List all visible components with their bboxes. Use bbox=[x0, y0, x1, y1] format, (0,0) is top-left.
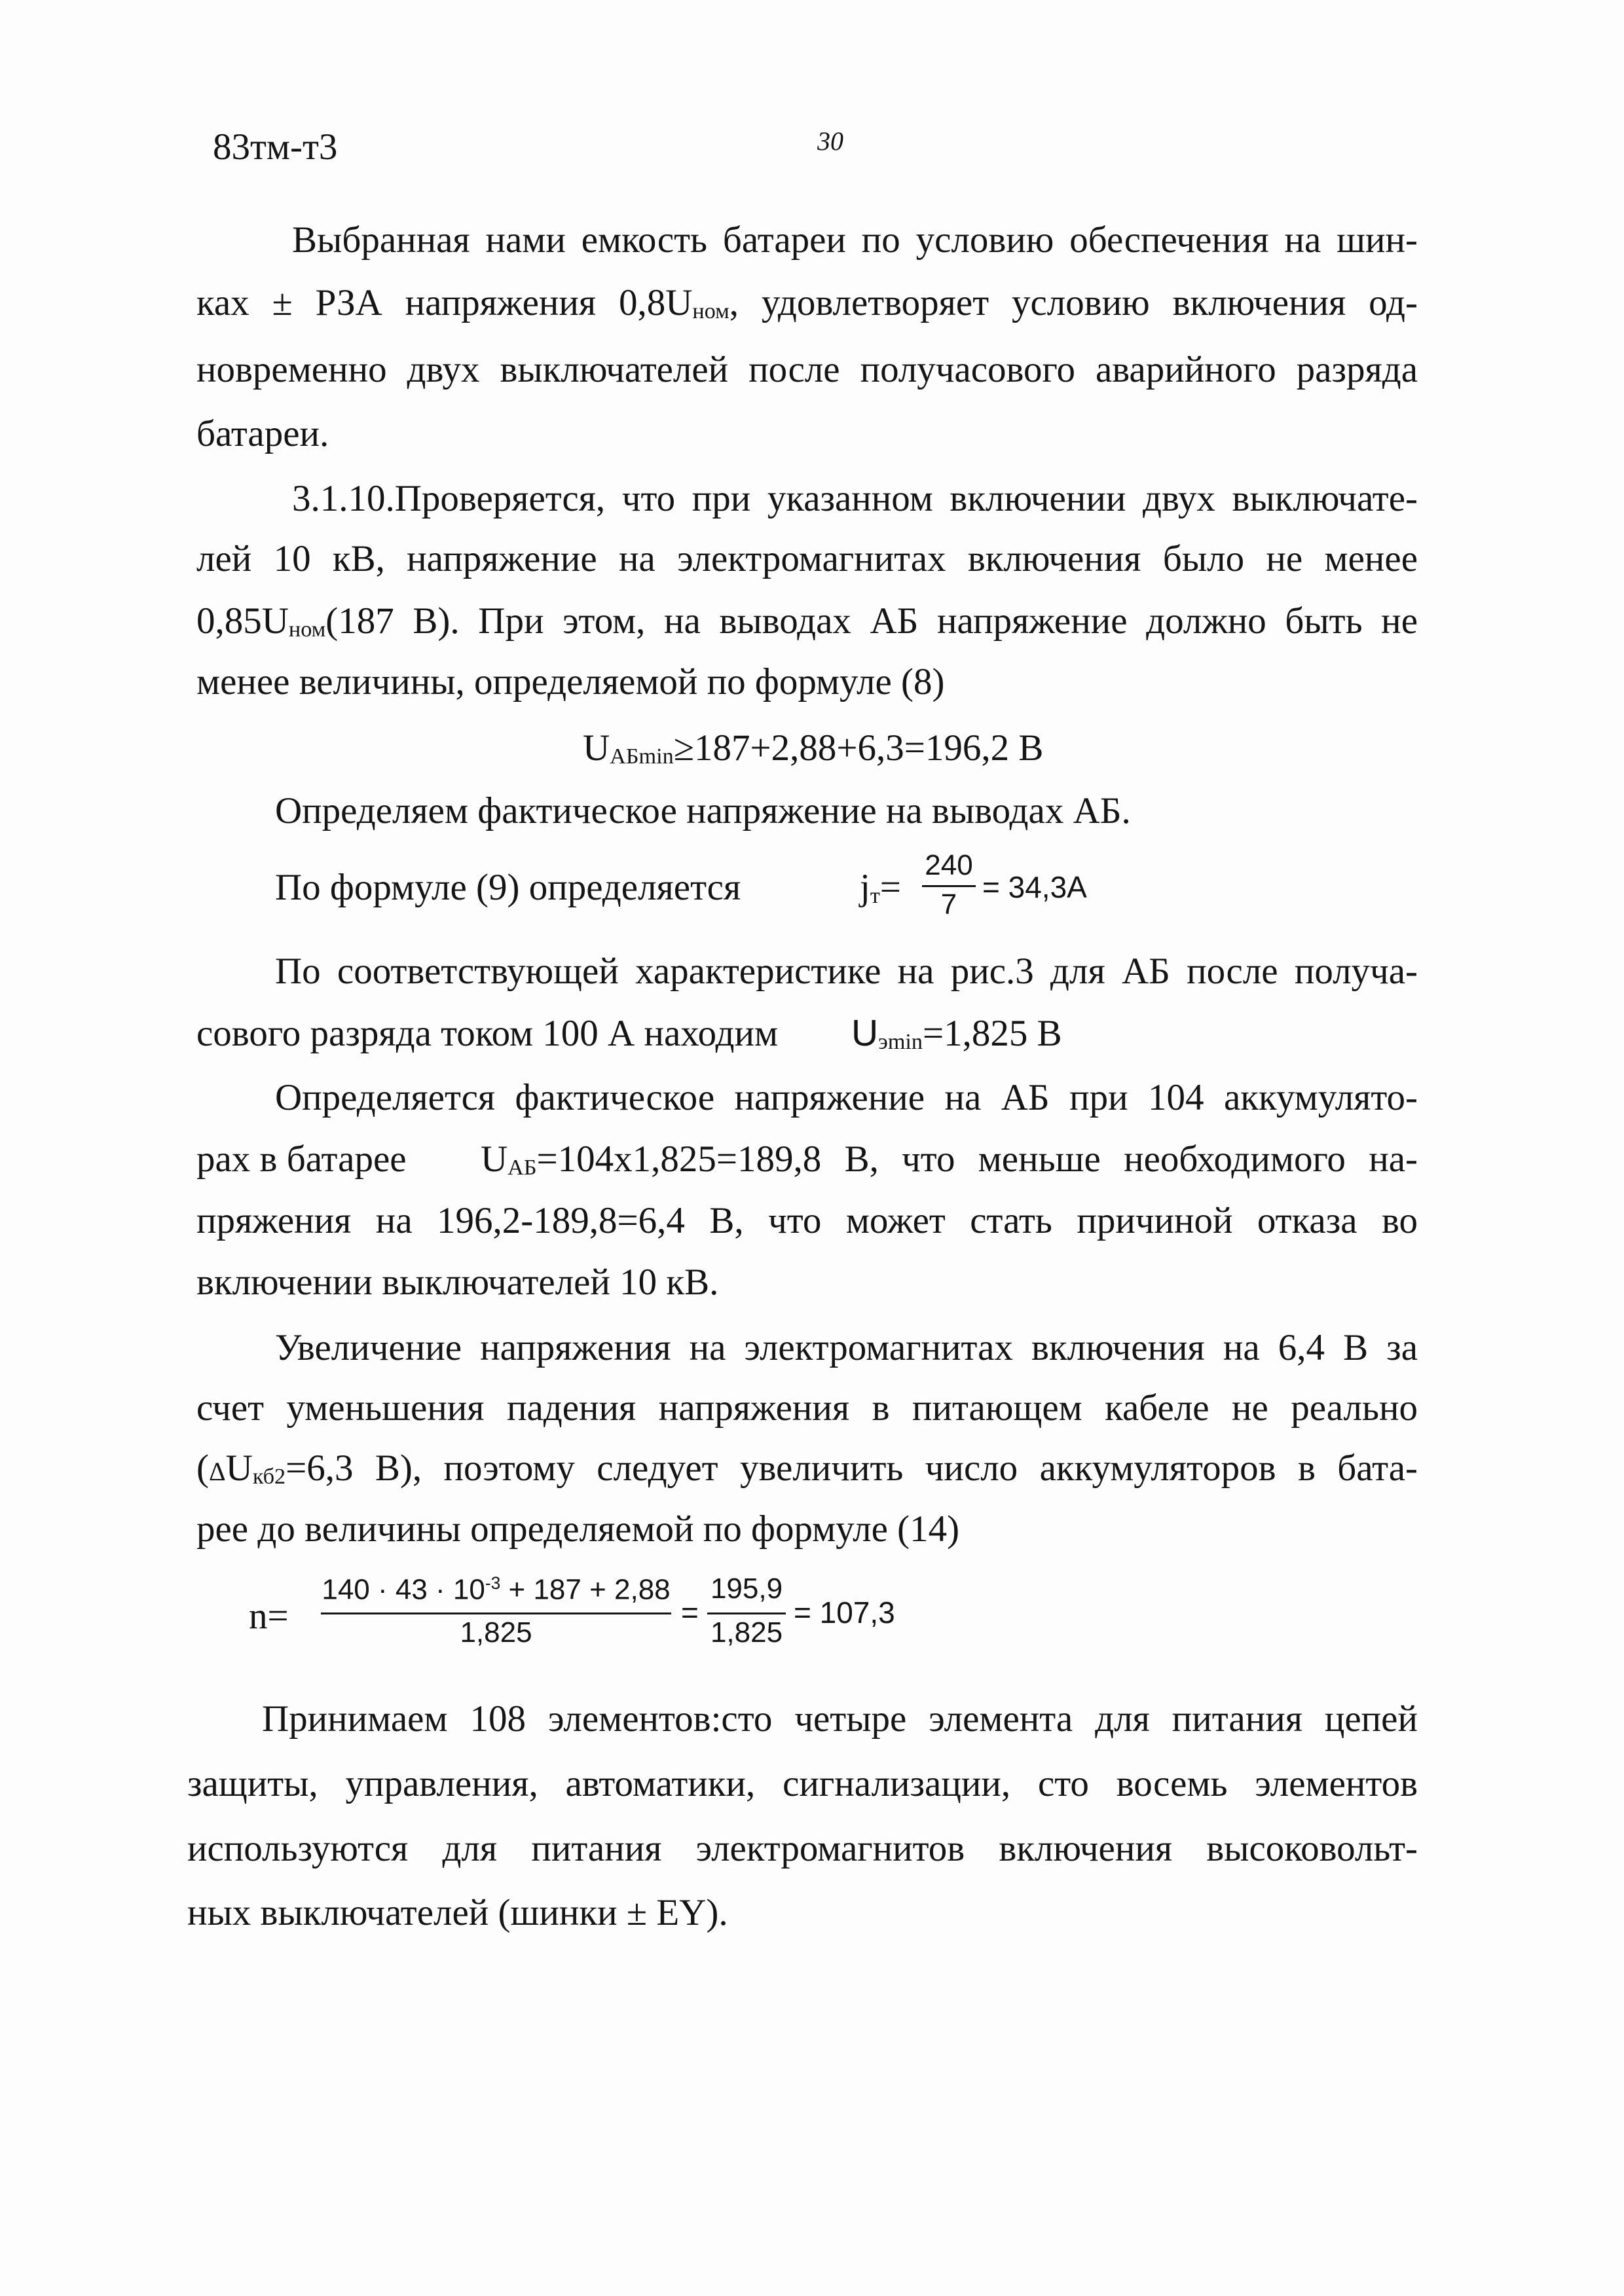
fraction-bar bbox=[321, 1613, 671, 1614]
formula-14-lhs: n= bbox=[249, 1595, 289, 1637]
page-number: 30 bbox=[817, 126, 843, 156]
formula-9-result: = 34,3А bbox=[982, 870, 1087, 904]
paragraph-line: Определяем фактическое напряжение на выводах АБ. bbox=[275, 790, 1131, 831]
paragraph-line: По формуле (9) определяется bbox=[275, 867, 741, 908]
paragraph-line: UАБ=104х1,825=189,8 В, что меньше необходимого на- bbox=[481, 1139, 1418, 1180]
fraction-numerator: $140 \cdot 43 \cdot 10^{-3} + 187 + 2,88$ bbox=[322, 1573, 671, 1606]
paragraph-line: используются для питания электромагнитов включения высоковольт- bbox=[187, 1828, 1418, 1869]
formula-9-lhs: jт= bbox=[860, 867, 901, 909]
paragraph-line: защиты, управления, автоматики, сигнализации, сто восемь элементов bbox=[187, 1763, 1418, 1804]
document-code: 83тм-т3 bbox=[213, 126, 338, 168]
fraction-numerator: 240 bbox=[925, 849, 973, 881]
fraction-bar bbox=[707, 1613, 786, 1614]
fraction-numerator: 195,9 bbox=[710, 1573, 783, 1605]
paragraph-line: ных выключателей (шинки ± EY). bbox=[187, 1892, 728, 1933]
paragraph-line: счет уменьшения падения напряжения в питающем кабеле не реально bbox=[196, 1387, 1418, 1429]
paragraph-line: пряжения на 196,2-189,8=6,4 В, что может стать причиной отказа во bbox=[196, 1200, 1418, 1241]
paragraph-line: Определяется фактическое напряжение на АБ при 104 аккумулято- bbox=[275, 1077, 1418, 1118]
paragraph-line: менее величины, определяемой по формуле (8) bbox=[196, 661, 945, 702]
paragraph-line: Принимаем 108 элементов:сто четыре элемента для питания цепей bbox=[262, 1698, 1418, 1740]
fraction-denominator: 1,825 bbox=[460, 1616, 532, 1649]
paragraph-line: сового разряда током 100 А находим bbox=[196, 1013, 779, 1054]
paragraph-line: (ΔUкб2=6,3 В), поэтому следует увеличить число аккумуляторов в бата- bbox=[196, 1448, 1418, 1489]
formula-14-equals: = bbox=[681, 1595, 699, 1630]
paragraph-line: рее до величины определяемой по формуле (14) bbox=[196, 1508, 960, 1550]
formula-8: UАБmin≥187+2,88+6,3=196,2 В bbox=[583, 727, 1044, 769]
paragraph-line: батареи. bbox=[196, 413, 329, 454]
paragraph-line: Увеличение напряжения на электромагнитах включения на 6,4 В за bbox=[275, 1327, 1418, 1368]
paragraph-line: лей 10 кВ, напряжение на электромагнитах включения было не менее bbox=[196, 538, 1418, 579]
paragraph-line: включении выключателей 10 кВ. bbox=[196, 1262, 719, 1303]
formula-14-fraction-1 bbox=[321, 1575, 671, 1656]
paragraph-line: 0,85Uном(187 В). При этом, на выводах АБ напряжение должно быть не bbox=[196, 600, 1418, 642]
paragraph-line: ках ± РЗА напряжения 0,8Uном, удовлетворяет условию включения од- bbox=[196, 282, 1418, 324]
formula-14-fraction-2 bbox=[707, 1575, 786, 1656]
paragraph-line: новременно двух выключателей после получасового аварийного разряда bbox=[196, 349, 1418, 390]
fraction-denominator: 7 bbox=[940, 888, 957, 920]
paragraph-line: По соответствующей характеристике на рис.3 для АБ после получа- bbox=[275, 951, 1418, 992]
fraction-denominator: 1,825 bbox=[710, 1616, 783, 1649]
formula-ue-min: Uэmin=1,825 В bbox=[851, 1012, 1062, 1055]
paragraph-line: рах в батарее bbox=[196, 1139, 407, 1180]
paragraph-line: Выбранная нами емкость батареи по условию обеспечения на шин- bbox=[292, 219, 1418, 261]
fraction-bar bbox=[922, 885, 976, 887]
formula-9-fraction bbox=[922, 851, 976, 923]
paragraph-line: 3.1.10.Проверяется, что при указанном включении двух выключате- bbox=[292, 478, 1418, 519]
formula-14-result: = 107,3 bbox=[794, 1595, 895, 1630]
